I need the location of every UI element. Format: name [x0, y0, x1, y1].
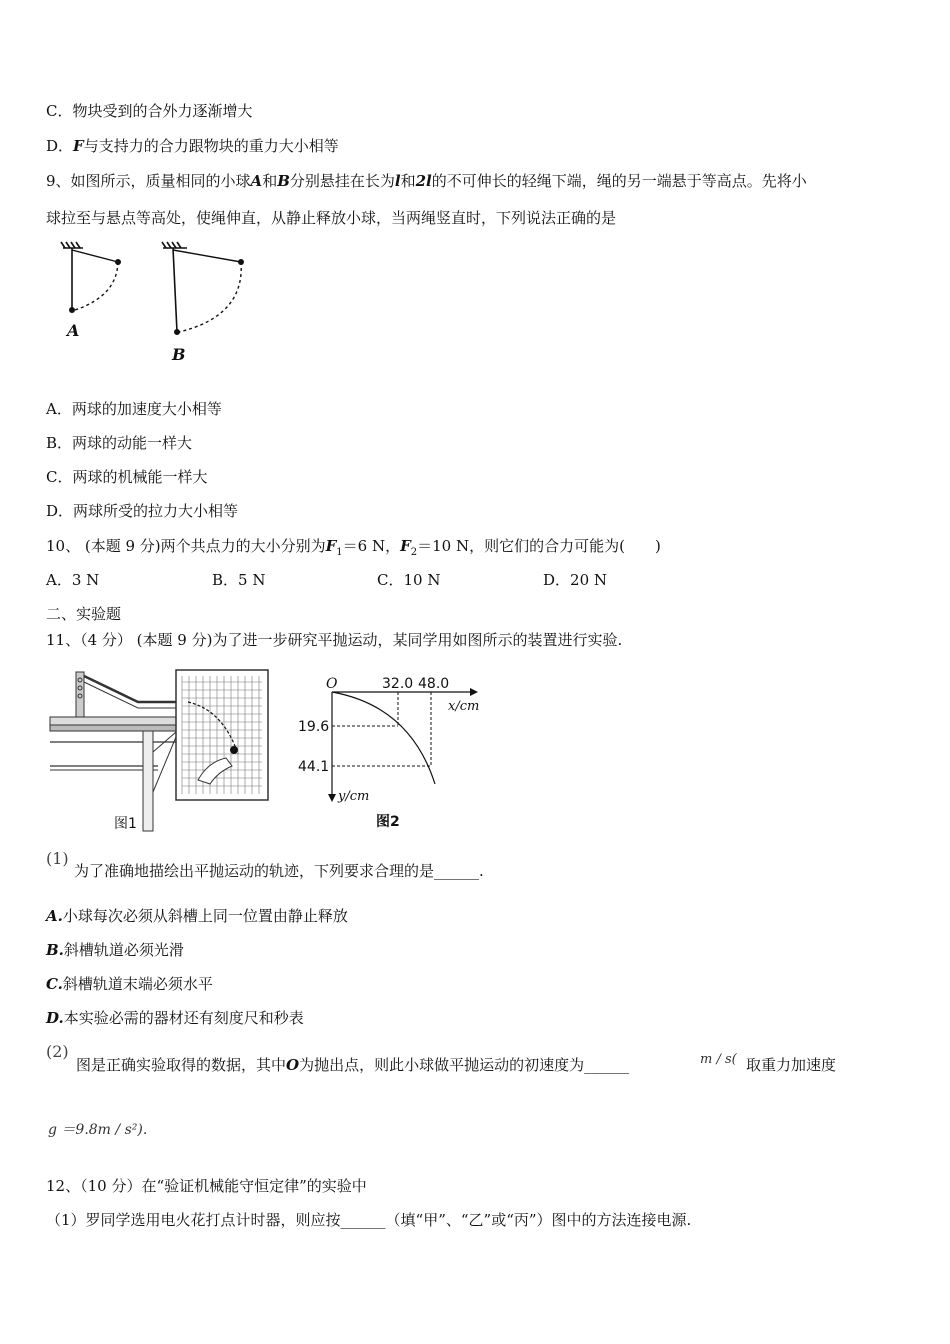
q11-part1-text: 为了准确地描绘出平抛运动的轨迹，下列要求合理的是______. — [74, 862, 484, 880]
q10-f2-val: ＝10 N，则它们的合力可能为( ) — [417, 537, 661, 555]
q9-var-a: A — [250, 172, 263, 190]
parabola — [332, 692, 435, 784]
pendulum-b-arc — [179, 262, 241, 332]
q9-and2: 和 — [400, 172, 416, 190]
apparatus-figure — [48, 662, 278, 832]
q11-part2-text-c: 取重力加速度 — [746, 1056, 837, 1074]
q8-option-d-var: F — [73, 137, 84, 155]
q11-opt-a-letter: A. — [46, 907, 63, 925]
pendulum-b-rope-horizontal — [173, 250, 241, 262]
pendulum-a-label: A — [67, 321, 80, 340]
q10-stem-a: 10、 (本题 9 分)两个共点力的大小分别为 — [46, 537, 326, 555]
y-tick-19-6: 19.6 — [298, 719, 330, 735]
q10-option-d: D．20 N — [543, 571, 608, 589]
pendulum-b-ball-start — [238, 259, 244, 265]
q9-option-c: C．两球的机械能一样大 — [46, 468, 208, 486]
x-axis-label: x/cm — [448, 699, 480, 714]
q11-part2-text-b: 为抛出点，则此小球做平抛运动的初速度为______ — [299, 1056, 630, 1074]
q10-f1-val: ＝6 N， — [342, 537, 401, 555]
pendulum-b-rope-vertical — [173, 248, 177, 332]
q10-option-a: A．3 N — [46, 571, 100, 589]
y-tick-44-1: 44.1 — [298, 759, 330, 775]
q11-opt-d-text: 本实验必需的器材还有刻度尺和秒表 — [63, 1009, 304, 1027]
q11-part2-gravity: g ＝9.8m / s²). — [48, 1122, 148, 1138]
fig2-caption: 图2 — [376, 814, 400, 830]
pendulum-a-ball-start — [115, 259, 121, 265]
q9-option-b: B．两球的动能一样大 — [46, 434, 193, 452]
table-top — [50, 717, 180, 725]
pendulum-b-ball — [174, 329, 180, 335]
origin-label: O — [326, 676, 338, 692]
q11-part1-number: (1) — [46, 849, 69, 868]
trajectory-plot — [290, 672, 490, 832]
q10-stem — [46, 536, 661, 563]
q11-stem: 11、（4 分） (本题 9 分)为了进一步研究平抛运动，某同学用如图所示的装置进行实验. — [46, 631, 623, 649]
q9-stem-b: 分别悬挂在长为 — [289, 172, 395, 190]
q8-option-d-rest: 与支持力的合力跟物块的重力大小相等 — [83, 137, 339, 155]
pendulum-figure — [55, 238, 265, 368]
q11-part2-unit: m / s( — [700, 1052, 737, 1067]
table-leg — [143, 731, 153, 831]
pendulum-b-support — [162, 242, 187, 248]
fig1-caption: 图1 — [114, 816, 137, 832]
q9-stem-line2: 球拉至与悬点等高处，使绳伸直，从静止释放小球，当两绳竖直时，下列说法正确的是 — [46, 209, 617, 227]
q12-part1: （1）罗同学选用电火花打点计时器，则应按______（填“甲”、“乙”或“丙”）图中的方法连接电源. — [46, 1211, 692, 1229]
q9-stem-c: 的不可伸长的轻绳下端，绳的另一端悬于等高点。先将小 — [431, 172, 807, 190]
pendulum-a-ball — [69, 307, 75, 313]
q11-part2-text-a: 图是正确实验取得的数据，其中 — [76, 1056, 287, 1074]
q11-part1-option-c — [46, 974, 213, 994]
q9-and1: 和 — [262, 172, 278, 190]
q10-option-c: C．10 N — [377, 571, 441, 589]
q11-part2-var-o: O — [286, 1056, 300, 1074]
pendulum-a-support — [61, 242, 83, 248]
y-axis-label: y/cm — [338, 789, 370, 804]
q9-option-d: D．两球所受的拉力大小相等 — [46, 502, 239, 520]
q9-var-b: B — [277, 172, 290, 190]
x-tick-32: 32.0 — [382, 676, 414, 692]
pendulum-a-rope-horizontal — [72, 250, 118, 262]
q11-opt-a-text: 小球每次必须从斜槽上同一位置由静止释放 — [62, 907, 348, 925]
q9-var-2l: 2l — [415, 172, 432, 190]
q8-option-d — [46, 136, 339, 156]
q10-option-b: B．5 N — [212, 571, 266, 589]
q11-part2-number: (2) — [46, 1042, 69, 1061]
q9-var-l: l — [394, 172, 401, 190]
pendulum-b-label: B — [172, 345, 186, 364]
q11-opt-c-text: 斜槽轨道末端必须水平 — [62, 975, 213, 993]
q10-f2-sub: 2 — [410, 547, 418, 558]
q9-stem — [46, 171, 807, 191]
ball — [230, 746, 238, 754]
q11-opt-b-letter: B. — [46, 941, 64, 959]
q11-opt-c-letter: C. — [46, 975, 63, 993]
q12-stem: 12、（10 分）在“验证机械能守恒定律”的实验中 — [46, 1177, 367, 1195]
q10-f1-sub: 1 — [336, 547, 343, 558]
q10-f2: F — [400, 537, 411, 555]
grid-board — [176, 670, 268, 800]
q11-part1-option-b — [46, 940, 184, 960]
q9-option-a: A．两球的加速度大小相等 — [46, 400, 222, 418]
q8-option-d-prefix: D． — [46, 137, 74, 155]
pendulum-a-arc — [75, 262, 118, 310]
table-edge — [50, 725, 180, 731]
q9-stem-a: 9、如图所示，质量相同的小球 — [46, 172, 251, 190]
q11-part2-text — [76, 1055, 629, 1075]
q11-opt-b-text: 斜槽轨道必须光滑 — [63, 941, 184, 959]
q11-part1-option-a — [46, 906, 348, 926]
q10-f1: F — [325, 537, 337, 555]
section-heading: 二、实验题 — [46, 605, 122, 623]
x-tick-48: 48.0 — [418, 676, 450, 692]
q11-opt-d-letter: D. — [46, 1009, 64, 1027]
q11-part1-option-d — [46, 1008, 304, 1028]
q8-option-c: C．物块受到的合外力逐渐增大 — [46, 102, 253, 120]
